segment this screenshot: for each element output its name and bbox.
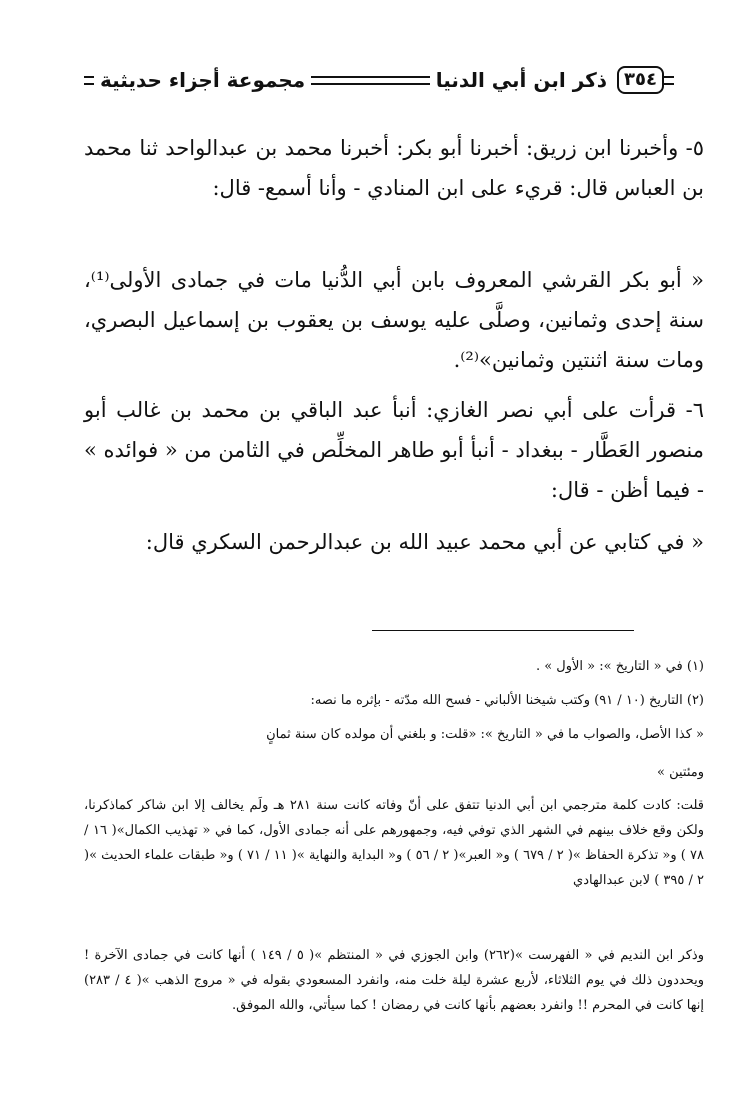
- editor-comment-1: قلت: كادت كلمة مترجمي ابن أبي الدنيا تتفق على أنّ وفاته كانت سنة ٢٨١ هـ ولَم يخالف إلا ابن شاكر كماذكرنا، ولكن وقع خلاف بينهم في الشهر الذي توفي فيه، وجمهورهم على أنه جمادى الأول، كما في « تهذيب الكمال»( ١٦ / ٧٨ ) و« تذكرة الحفاظ »( ٢ / ٦٧٩ ) و« العبر»( ٢ / ٥٦ ) و« البداية والنهاية »( ١١ / ٧١ ) و« طبقات علماء الحديث »( ٢ / ٣٩٥ ) لابن عبدالهادي: [84, 798, 705, 888]
- paragraph-5: ٥- وأخبرنا ابن زريق: أخبرنا أبو بكر: أخبرنا محمد بن عبدالواحد ثنا محمد بن العباس قال: قريء على ابن المنادي - وأنا أسمع- قال:: [84, 136, 704, 200]
- header-rule-left: [84, 76, 94, 85]
- footnote-2-quote: « كذا الأصل، والصواب ما في « التاريخ »: «قلت: و بلغني أن مولده كان سنة ثمانٍ: [266, 727, 704, 742]
- footnote-2: (٢) التاريخ (١٠ / ٩١) وكتب شيخنا الألباني - فسح الله مدّته - بإثره ما نصه:: [310, 693, 704, 708]
- quote-1: « أبو بكر القرشي المعروف بابن أبي الدُّنيا مات في جمادى الأولى⁽¹⁾، سنة إحدى وثمانين، وصلَّى عليه يوسف بن يعقوب بن إسماعيل البصري، ومات سنة اثنتين وثمانين»⁽²⁾.: [84, 268, 704, 372]
- header-rule-middle: [311, 76, 430, 85]
- page-number: ٣٥٤: [617, 66, 664, 94]
- quote-2: « في كتابي عن أبي محمد عبيد الله بن عبدالرحمن السكري قال:: [145, 530, 704, 554]
- paragraph-6: ٦- قرأت على أبي نصر الغازي: أنبأ عبد الباقي بن محمد بن غالب أبو منصور العَطَّار - ببغداد - أنبأ أبو طاهر المخلِّص في الثامن من « فوائده » - فيما أظن - قال:: [84, 398, 704, 502]
- footnote-2-continuation: ومئتين »: [657, 765, 704, 780]
- editor-comment-2: وذكر ابن النديم في « الفهرست »(٢٦٢) وابن الجوزي في « المنتظم »( ٥ / ١٤٩ ) أنها كانت في جمادى الآخرة ! ويحددون ذلك في يوم الثلاثاء، لأربع عشرة ليلة خلت منه، وانفرد المسعودي بقوله في « مروج الذهب »( ٤ / ٢٨٣) إنها كانت في المحرم !! وانفرد بعضهم بأنها كانت في رمضان ! كما سيأتي، والله الموفق.: [84, 948, 704, 1013]
- running-header: [84, 60, 674, 100]
- chapter-title: ذكر ابن أبي الدنيا: [435, 68, 608, 92]
- header-rule-right: [664, 76, 674, 85]
- footnote-separator: [372, 630, 634, 631]
- collection-title: مجموعة أجزاء حديثية: [100, 68, 306, 92]
- footnote-1: (١) في « التاريخ »: « الأول » .: [535, 659, 704, 674]
